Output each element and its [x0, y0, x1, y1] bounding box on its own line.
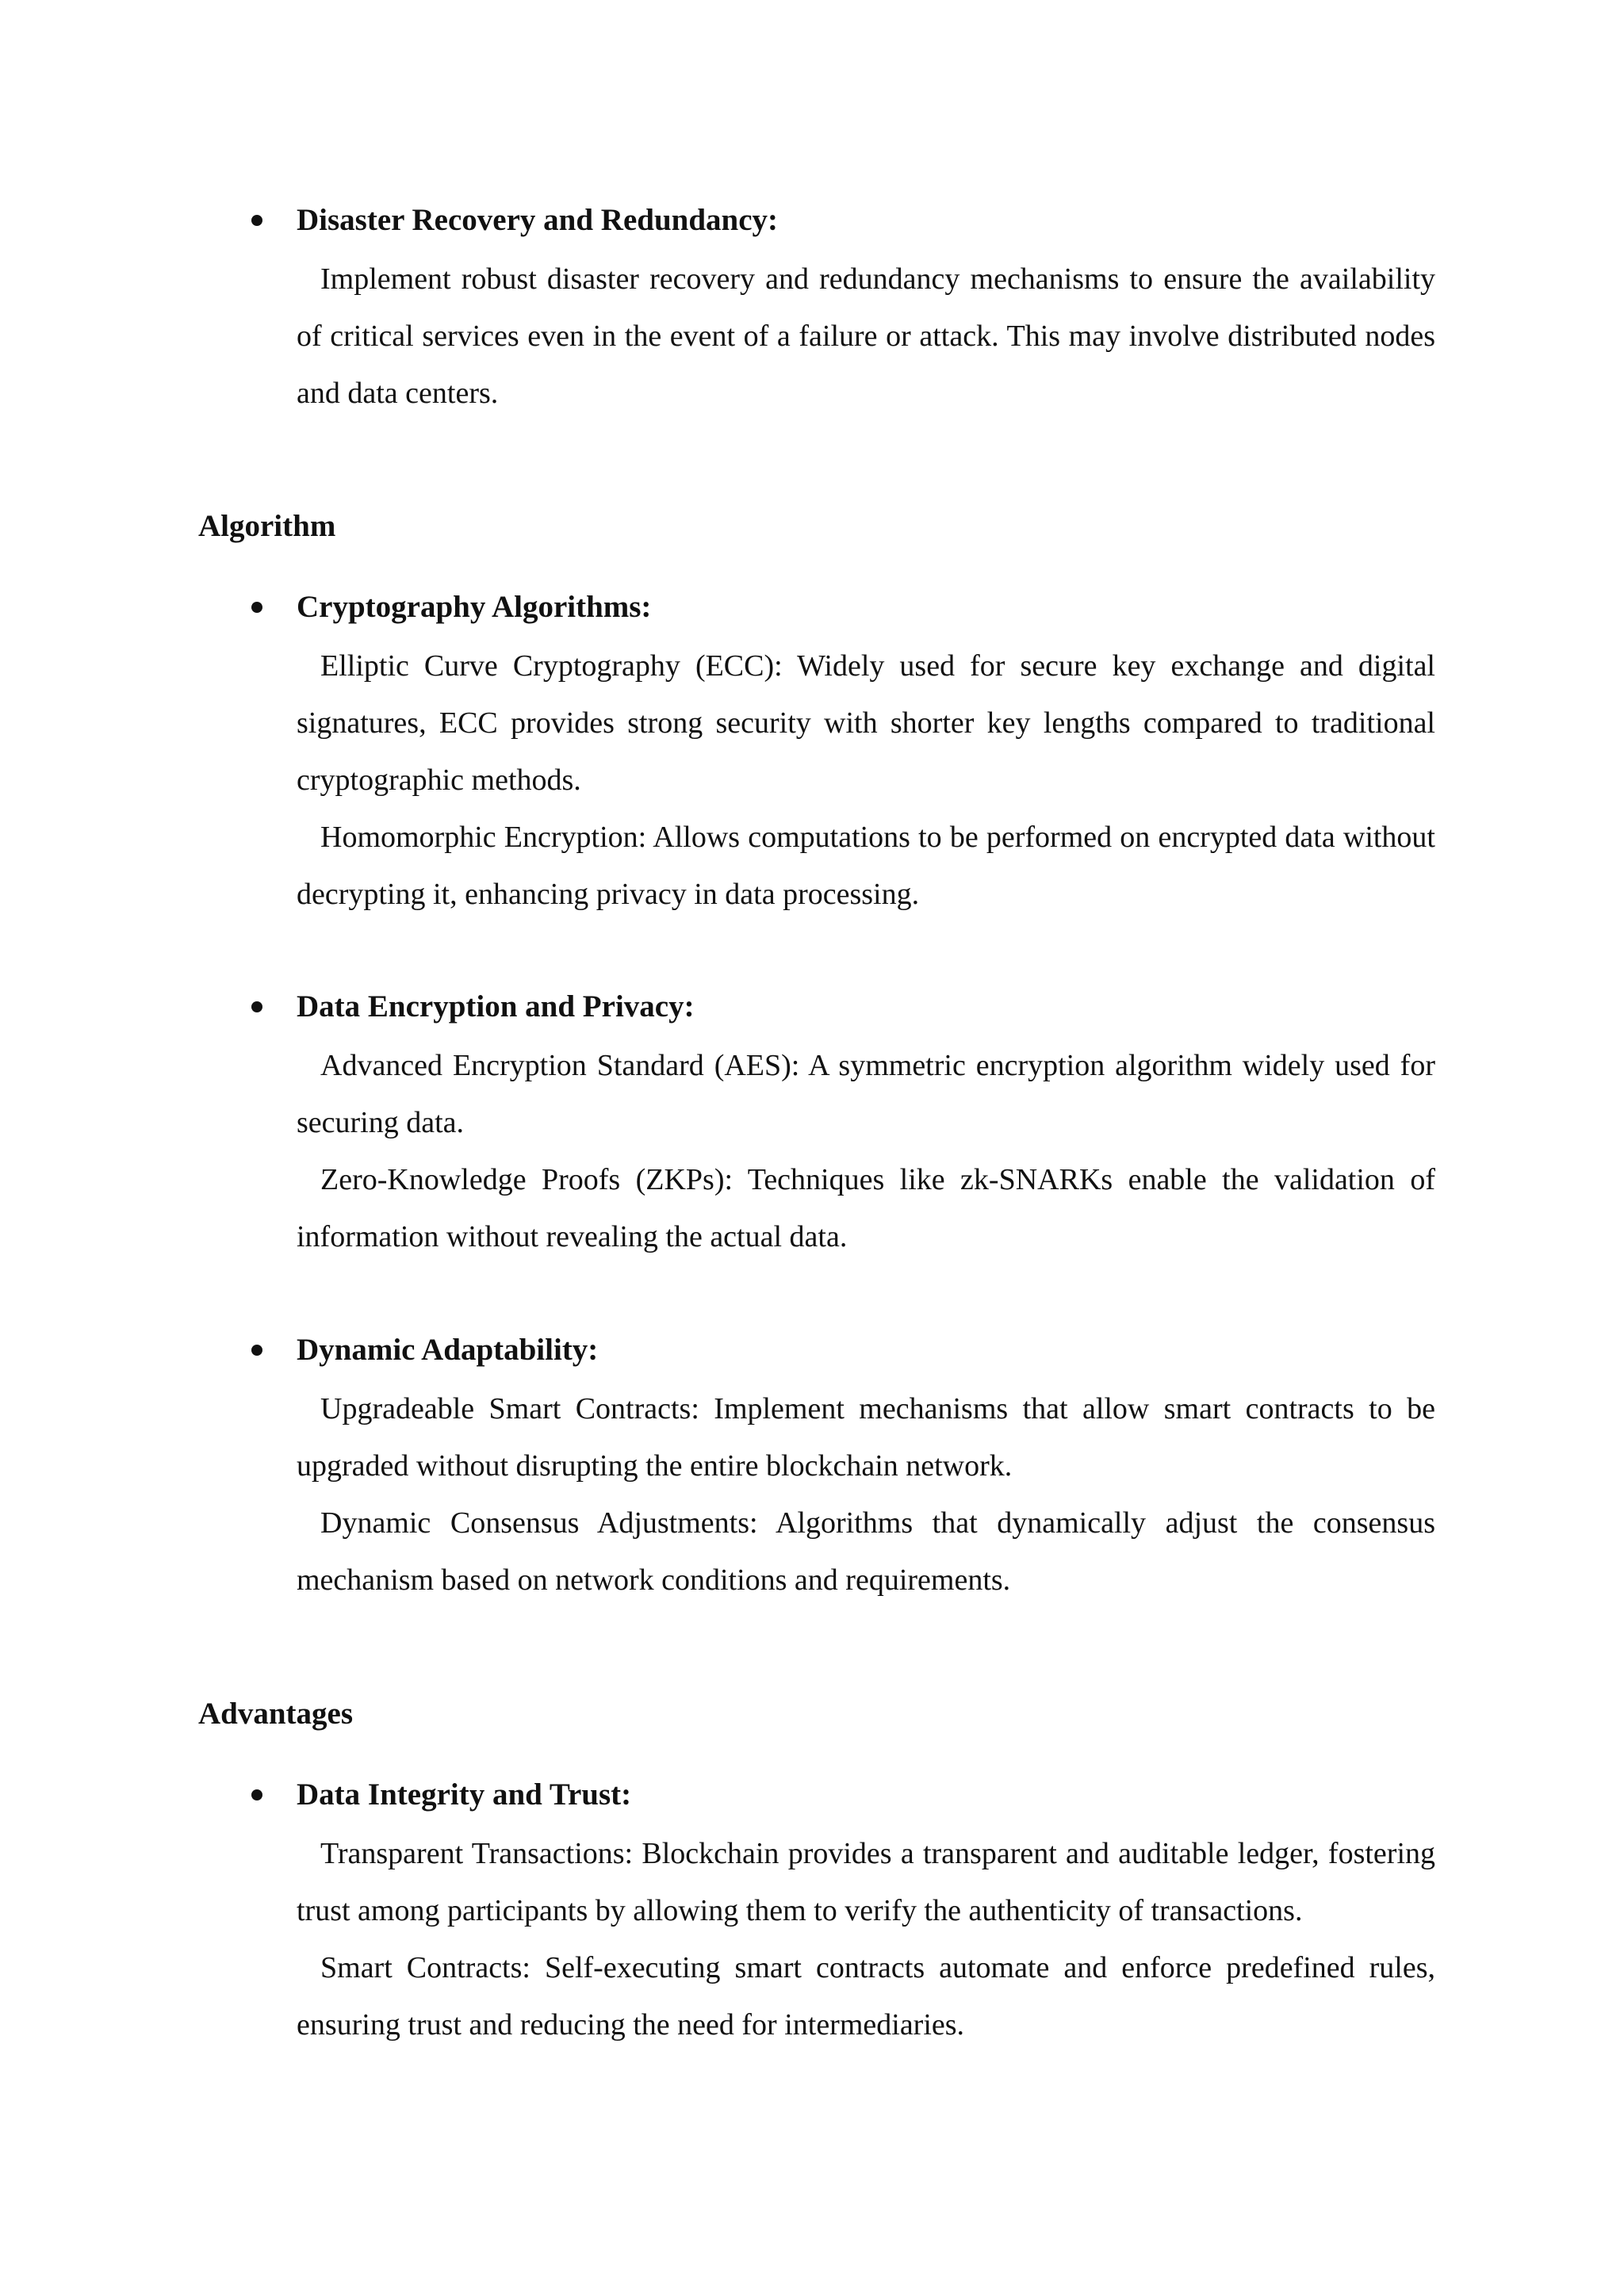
item-paragraph: Advanced Encryption Standard (AES): A symmetric encryption algorithm widely used for securing data.	[297, 1049, 1435, 1139]
item-title: Disaster Recovery and Redundancy:	[297, 203, 779, 237]
list-item-cryptography-algorithms	[297, 587, 1435, 923]
item-paragraph: Dynamic Consensus Adjustments: Algorithms that dynamically adjust the consensus mechanism based on network conditions and requirements.	[297, 1506, 1435, 1597]
item-paragraph: Implement robust disaster recovery and redundancy mechanisms to ensure the availability of critical services even in the event of a failure or attack. This may involve distributed nodes and data centers.	[297, 262, 1435, 410]
item-paragraph: Smart Contracts: Self-executing smart contracts automate and enforce predefined rules, ensuring trust and reducing the need for intermediaries.	[297, 1951, 1435, 2042]
bullet-icon	[251, 1345, 262, 1356]
item-title: Data Encryption and Privacy:	[297, 989, 695, 1024]
item-paragraph: Elliptic Curve Cryptography (ECC): Widely used for secure key exchange and digital signatures, ECC provides strong security with shorter key lengths compared to traditional cryptographic methods.	[297, 649, 1435, 797]
bullet-icon	[251, 1789, 262, 1800]
item-paragraph: Homomorphic Encryption: Allows computations to be performed on encrypted data without decrypting it, enhancing privacy in data processing.	[297, 821, 1435, 911]
item-paragraph: Transparent Transactions: Blockchain provides a transparent and auditable ledger, fostering trust among participants by allowing them to verify the authenticity of transactions.	[297, 1837, 1435, 1927]
item-title: Data Integrity and Trust:	[297, 1777, 632, 1812]
item-title: Dynamic Adaptability:	[297, 1333, 599, 1367]
bullet-icon	[251, 215, 262, 226]
bullet-icon	[251, 1001, 262, 1012]
item-title: Cryptography Algorithms:	[297, 590, 652, 624]
list-item-disaster-recovery	[297, 200, 1435, 422]
section-heading-algorithm: Algorithm	[198, 509, 336, 543]
item-paragraph: Upgradeable Smart Contracts: Implement mechanisms that allow smart contracts to be upgraded without disrupting the entire blockchain network.	[297, 1392, 1435, 1483]
list-item-dynamic-adaptability	[297, 1330, 1435, 1609]
item-paragraph: Zero-Knowledge Proofs (ZKPs): Techniques like zk-SNARKs enable the validation of information without revealing the actual data.	[297, 1163, 1435, 1253]
section-heading-advantages: Advantages	[198, 1697, 354, 1731]
bullet-icon	[251, 602, 262, 613]
list-item-data-encryption-privacy	[297, 986, 1435, 1265]
list-item-data-integrity-trust	[297, 1774, 1435, 2053]
